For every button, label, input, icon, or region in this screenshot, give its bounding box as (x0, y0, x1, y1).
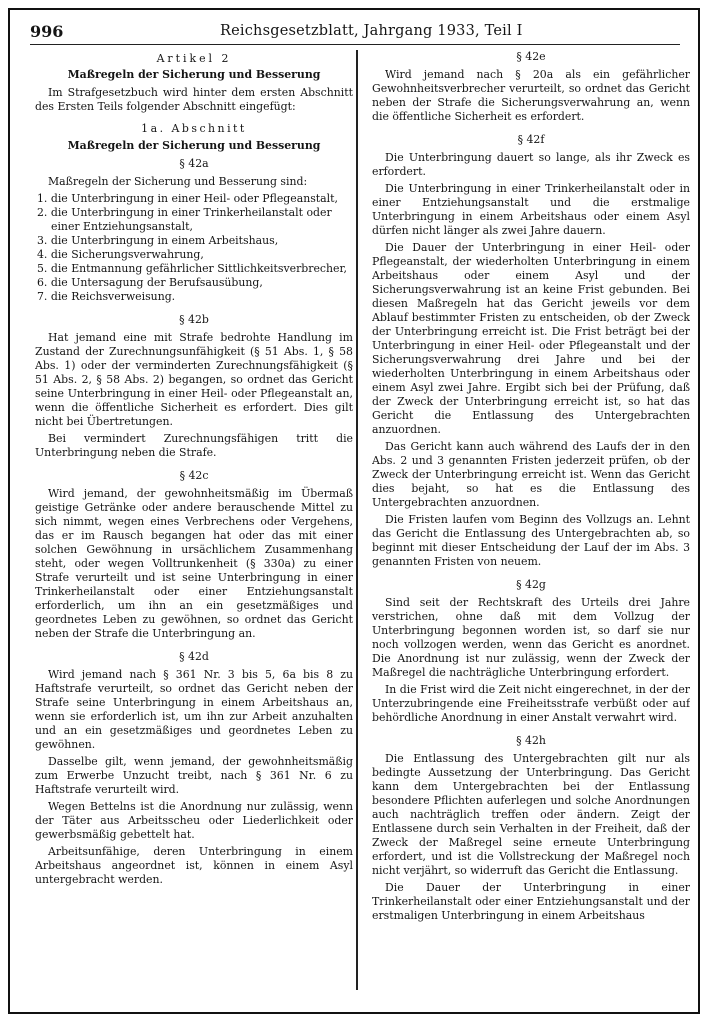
article-label: Artikel 2 (156, 52, 232, 65)
section-42b-paragraph: Hat jemand eine mit Strafe bedrohte Handlung im Zustand der Zurechnungsunfähigkeit (§ 51 Abs. 1, § 58 Abs. 1) oder der verminderten Zurechnungsfähigkeit (§ 51 Abs. 2, § 58 Abs. 2) begangen, so ordnet das Gericht seine Unterbringung in einer Heil- oder Pflegeanstalt an, wenn die öffentliche Sicherheit es erfordert. Dies gilt nicht bei Übertretungen. (35, 331, 353, 428)
section-42g-label: § 42g (516, 578, 546, 591)
section-42b-label: § 42b (179, 313, 209, 326)
section-42d-paragraph: Dasselbe gilt, wenn jemand, der gewohnheitsmäßig zum Erwerbe Unzucht treibt, nach § 361 Nr. 6 zu Haftstrafe verurteilt wird. (35, 755, 353, 796)
left-column (35, 50, 353, 1000)
section-42e-paragraph: Wird jemand nach § 20a als ein gefährlicher Gewohnheitsverbrecher verurteilt, so ordnet das Gericht neben der Strafe die Sicherungsverwahrung an, wenn die öffentliche Sicherheit es erfordert. (372, 68, 690, 123)
section-42h-paragraph: Die Entlassung des Untergebrachten gilt nur als bedingte Aussetzung der Unterbringung. Das Gericht kann dem Untergebrachten bei der Entlassung besondere Pflichten auferlegen und solche Anordnungen auch nachträglich treffen oder ändern. Zeigt der Entlassene durch sein Verhalten in der Freiheit, daß der Zweck der Maßregel seine erneute Unterbringung erfordert, und ist die Vollstreckung der Maßregel noch nicht verjährt, so widerruft das Gericht die Entlassung. (372, 752, 690, 877)
document-page (8, 8, 700, 1014)
section-42b-paragraph: Bei vermindert Zurechnungsfähigen tritt die Unterbringung neben die Strafe. (35, 432, 353, 459)
abschnitt-label: 1a. Abschnitt (141, 122, 247, 135)
abschnitt-heading: Maßregeln der Sicherung und Besserung (67, 139, 321, 152)
section-42f-paragraph: Das Gericht kann auch während des Laufs der in den Abs. 2 und 3 genannten Fristen jederzeit prüfen, ob der Zweck der Unterbringung erreicht ist. Wenn das Gericht dies bejaht, so hat es die Entlassung des Untergebrachten anzuordnen. (372, 440, 690, 509)
section-42d-paragraph: Wird jemand nach § 361 Nr. 3 bis 5, 6a bis 8 zu Haftstrafe verurteilt, so ordnet das Gericht neben der Strafe seine Unterbringung in einem Arbeitshaus an, wenn sie erforderlich ist, um ihn zur Arbeit anzuhalten und an ein gesetzmäßiges und geordnetes Leben zu gewöhnen. (35, 668, 353, 751)
intro-paragraph: Im Strafgesetzbuch wird hinter dem ersten Abschnitt des Ersten Teils folgender Abschnitt eingefügt: (35, 86, 353, 113)
section-42d-label: § 42d (179, 650, 209, 663)
list-item: 2. die Unterbringung in einer Trinkerheilanstalt oder einer Entziehungsanstalt, (37, 206, 332, 233)
section-42a-label: § 42a (179, 157, 209, 170)
section-42d-paragraph: Arbeitsunfähige, deren Unterbringung in einem Arbeitshaus angeordnet ist, können in einem Asyl untergebracht werden. (35, 845, 353, 886)
section-42f-label: § 42f (517, 133, 545, 146)
running-title: Reichsgesetzblatt, Jahrgang 1933, Teil I (220, 23, 523, 39)
section-42f-paragraph: Die Unterbringung dauert so lange, als ihr Zweck es erfordert. (372, 151, 690, 178)
section-42f-paragraph: Die Unterbringung in einer Trinkerheilanstalt oder in einer Entziehungsanstalt und die erstmalige Unterbringung in einem Arbeitshaus oder einem Asyl dürfen nicht länger als zwei Jahre dauern. (372, 182, 690, 237)
section-42h-label: § 42h (516, 734, 546, 747)
section-42c-label: § 42c (179, 469, 209, 482)
section-42g-paragraph: Sind seit der Rechtskraft des Urteils drei Jahre verstrichen, ohne daß mit dem Vollzug der Unterbringung begonnen worden ist, so darf sie nur noch vollzogen werden, wenn das Gericht es anordnet. Die Anordnung ist nur zulässig, wenn der Zweck der Maßregel die nachträgliche Unterbringung erfordert. (372, 596, 690, 679)
page-number: 996 (30, 22, 64, 41)
right-column (372, 50, 690, 1000)
list-item: 1. die Unterbringung in einer Heil- oder Pflegeanstalt, (37, 192, 338, 205)
measures-list (35, 192, 353, 304)
article-heading: Maßregeln der Sicherung und Besserung (67, 68, 321, 81)
section-42h-paragraph: Die Dauer der Unterbringung in einer Trinkerheilanstalt oder einer Entziehungsanstalt und der erstmaligen Unterbringung in einem Arbeitshaus (372, 881, 690, 922)
section-42f-paragraph: Die Fristen laufen vom Beginn des Vollzugs an. Lehnt das Gericht die Entlassung des Untergebrachten ab, so beginnt mit dieser Entscheidung der Lauf der im Abs. 3 genannten Fristen von neuem. (372, 513, 690, 568)
section-42g-paragraph: In die Frist wird die Zeit nicht eingerechnet, in der der Unterzubringende eine Freiheitsstrafe verbüßt oder auf behördliche Anordnung in einer Anstalt verwahrt wird. (372, 683, 690, 724)
section-42f-paragraph: Die Dauer der Unterbringung in einer Heil- oder Pflegeanstalt, der wiederholten Unterbringung in einem Arbeitshaus oder einem Asyl und der Sicherungsverwahrung ist an keine Frist gebunden. Bei diesen Maßregeln hat das Gericht jeweils vor dem Ablauf bestimmter Fristen zu entscheiden, ob der Zweck der Unterbringung erreicht ist. Die Frist beträgt bei der Unterbringung in einer Heil- oder Pflegeanstalt und der Sicherungsverwahrung drei Jahre und bei der wiederholten Unterbringung in einem Arbeitshaus oder einem Asyl zwei Jahre. Ergibt sich bei der Prüfung, daß der Zweck der Unterbringung erreicht ist, so hat das Gericht die Entlassung des Untergebrachten anzuordnen. (372, 241, 690, 436)
page-header (30, 20, 680, 45)
list-item: 6. die Untersagung der Berufsausübung, (37, 276, 263, 289)
section-42d-paragraph: Wegen Bettelns ist die Anordnung nur zulässig, wenn der Täter aus Arbeitsscheu oder Liederlichkeit oder gewerbsmäßig gebettelt hat. (35, 800, 353, 841)
list-item: 3. die Unterbringung in einem Arbeitshaus, (37, 234, 279, 247)
section-42a-lead: Maßregeln der Sicherung und Besserung sind: (48, 175, 308, 188)
list-item: 4. die Sicherungsverwahrung, (37, 248, 204, 261)
list-item: 5. die Entmannung gefährlicher Sittlichkeitsverbrecher, (37, 262, 347, 275)
column-divider (356, 50, 358, 990)
list-item: 7. die Reichsverweisung. (37, 290, 176, 303)
section-42e-label: § 42e (516, 50, 546, 63)
section-42c-paragraph: Wird jemand, der gewohnheitsmäßig im Übermaß geistige Getränke oder andere berauschende Mittel zu sich nimmt, wegen eines Verbrechens oder Vergehens, das er im Rausch begangen hat oder das mit einer solchen Gewöhnung in ursächlichem Zusammenhang steht, oder wegen Volltrunkenheit (§ 330a) zu einer Strafe verurteilt und ist seine Unterbringung in einer Trinkerheilanstalt oder einer Entziehungsanstalt erforderlich, um ihn an ein gesetzmäßiges und geordnetes Leben zu gewöhnen, so ordnet das Gericht neben der Strafe die Unterbringung an. (35, 487, 353, 640)
